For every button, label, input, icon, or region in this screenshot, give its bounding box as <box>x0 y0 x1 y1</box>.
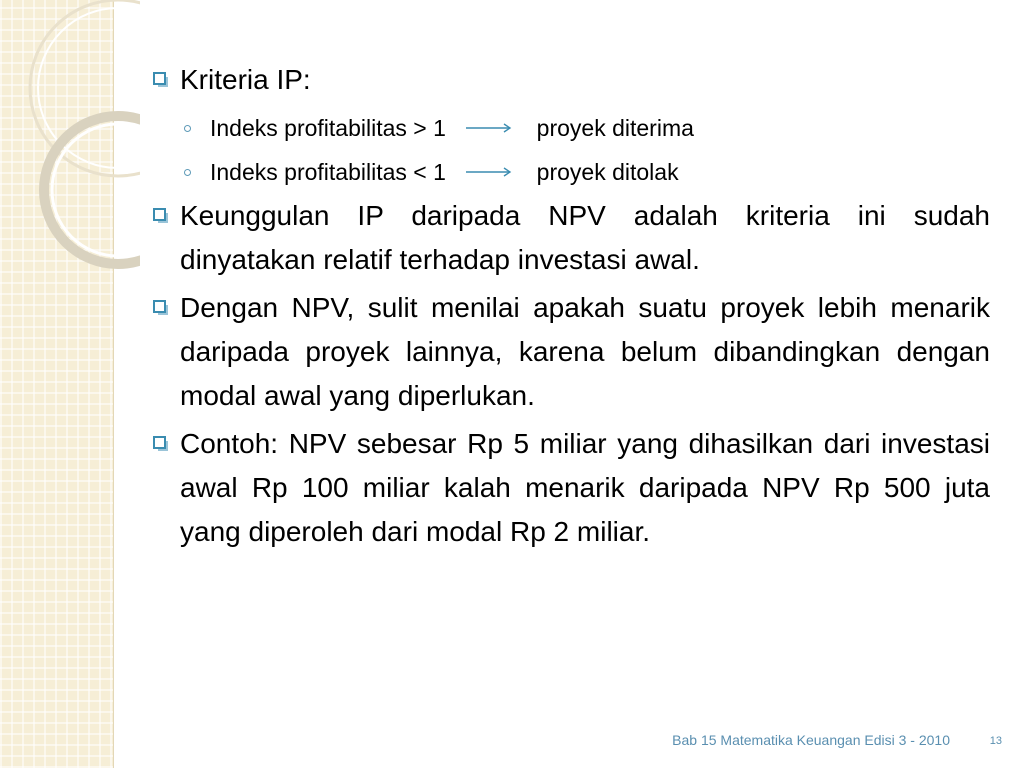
bullet-criteria <box>150 58 990 102</box>
bullet-text: Keunggulan IP daripada NPV adalah kriteria ini sudah dinyatakan relatif terhadap investasi awal. <box>180 200 990 275</box>
bullet-text: Dengan NPV, sulit menilai apakah suatu proyek lebih menarik daripada proyek lainnya, karena belum dibandingkan dengan modal awal yang diperlukan. <box>180 292 990 411</box>
bullet-npv-comparison <box>150 286 990 418</box>
square-bullet-icon <box>153 436 166 449</box>
bullet-advantage <box>150 194 990 282</box>
bullet-text: Kriteria IP: <box>180 64 311 95</box>
ring-bullet-icon <box>184 169 191 176</box>
slide-content <box>150 58 990 554</box>
sub-bullet-rejected <box>150 150 990 194</box>
ring-bullet-icon <box>184 125 191 132</box>
square-bullet-icon <box>153 72 166 85</box>
sub-bullet-condition: Indeks profitabilitas < 1 <box>210 159 446 185</box>
slide-footer: Bab 15 Matematika Keuangan Edisi 3 - 2010 <box>672 732 950 748</box>
bullet-example <box>150 422 990 554</box>
arrow-right-icon <box>466 166 512 178</box>
sub-bullet-accepted <box>150 106 990 150</box>
sub-bullet-condition: Indeks profitabilitas > 1 <box>210 115 446 141</box>
square-bullet-icon <box>153 300 166 313</box>
arrow-right-icon <box>466 122 512 134</box>
decorative-rings-graphic <box>0 0 140 280</box>
square-bullet-icon <box>153 208 166 221</box>
sub-bullet-result: proyek diterima <box>536 115 694 141</box>
bullet-text: Contoh: NPV sebesar Rp 5 miliar yang dihasilkan dari investasi awal Rp 100 miliar kalah menarik daripada NPV Rp 500 juta yang diperoleh dari modal Rp 2 miliar. <box>180 428 990 547</box>
page-number: 13 <box>989 735 1002 747</box>
sub-bullet-result: proyek ditolak <box>536 159 679 185</box>
